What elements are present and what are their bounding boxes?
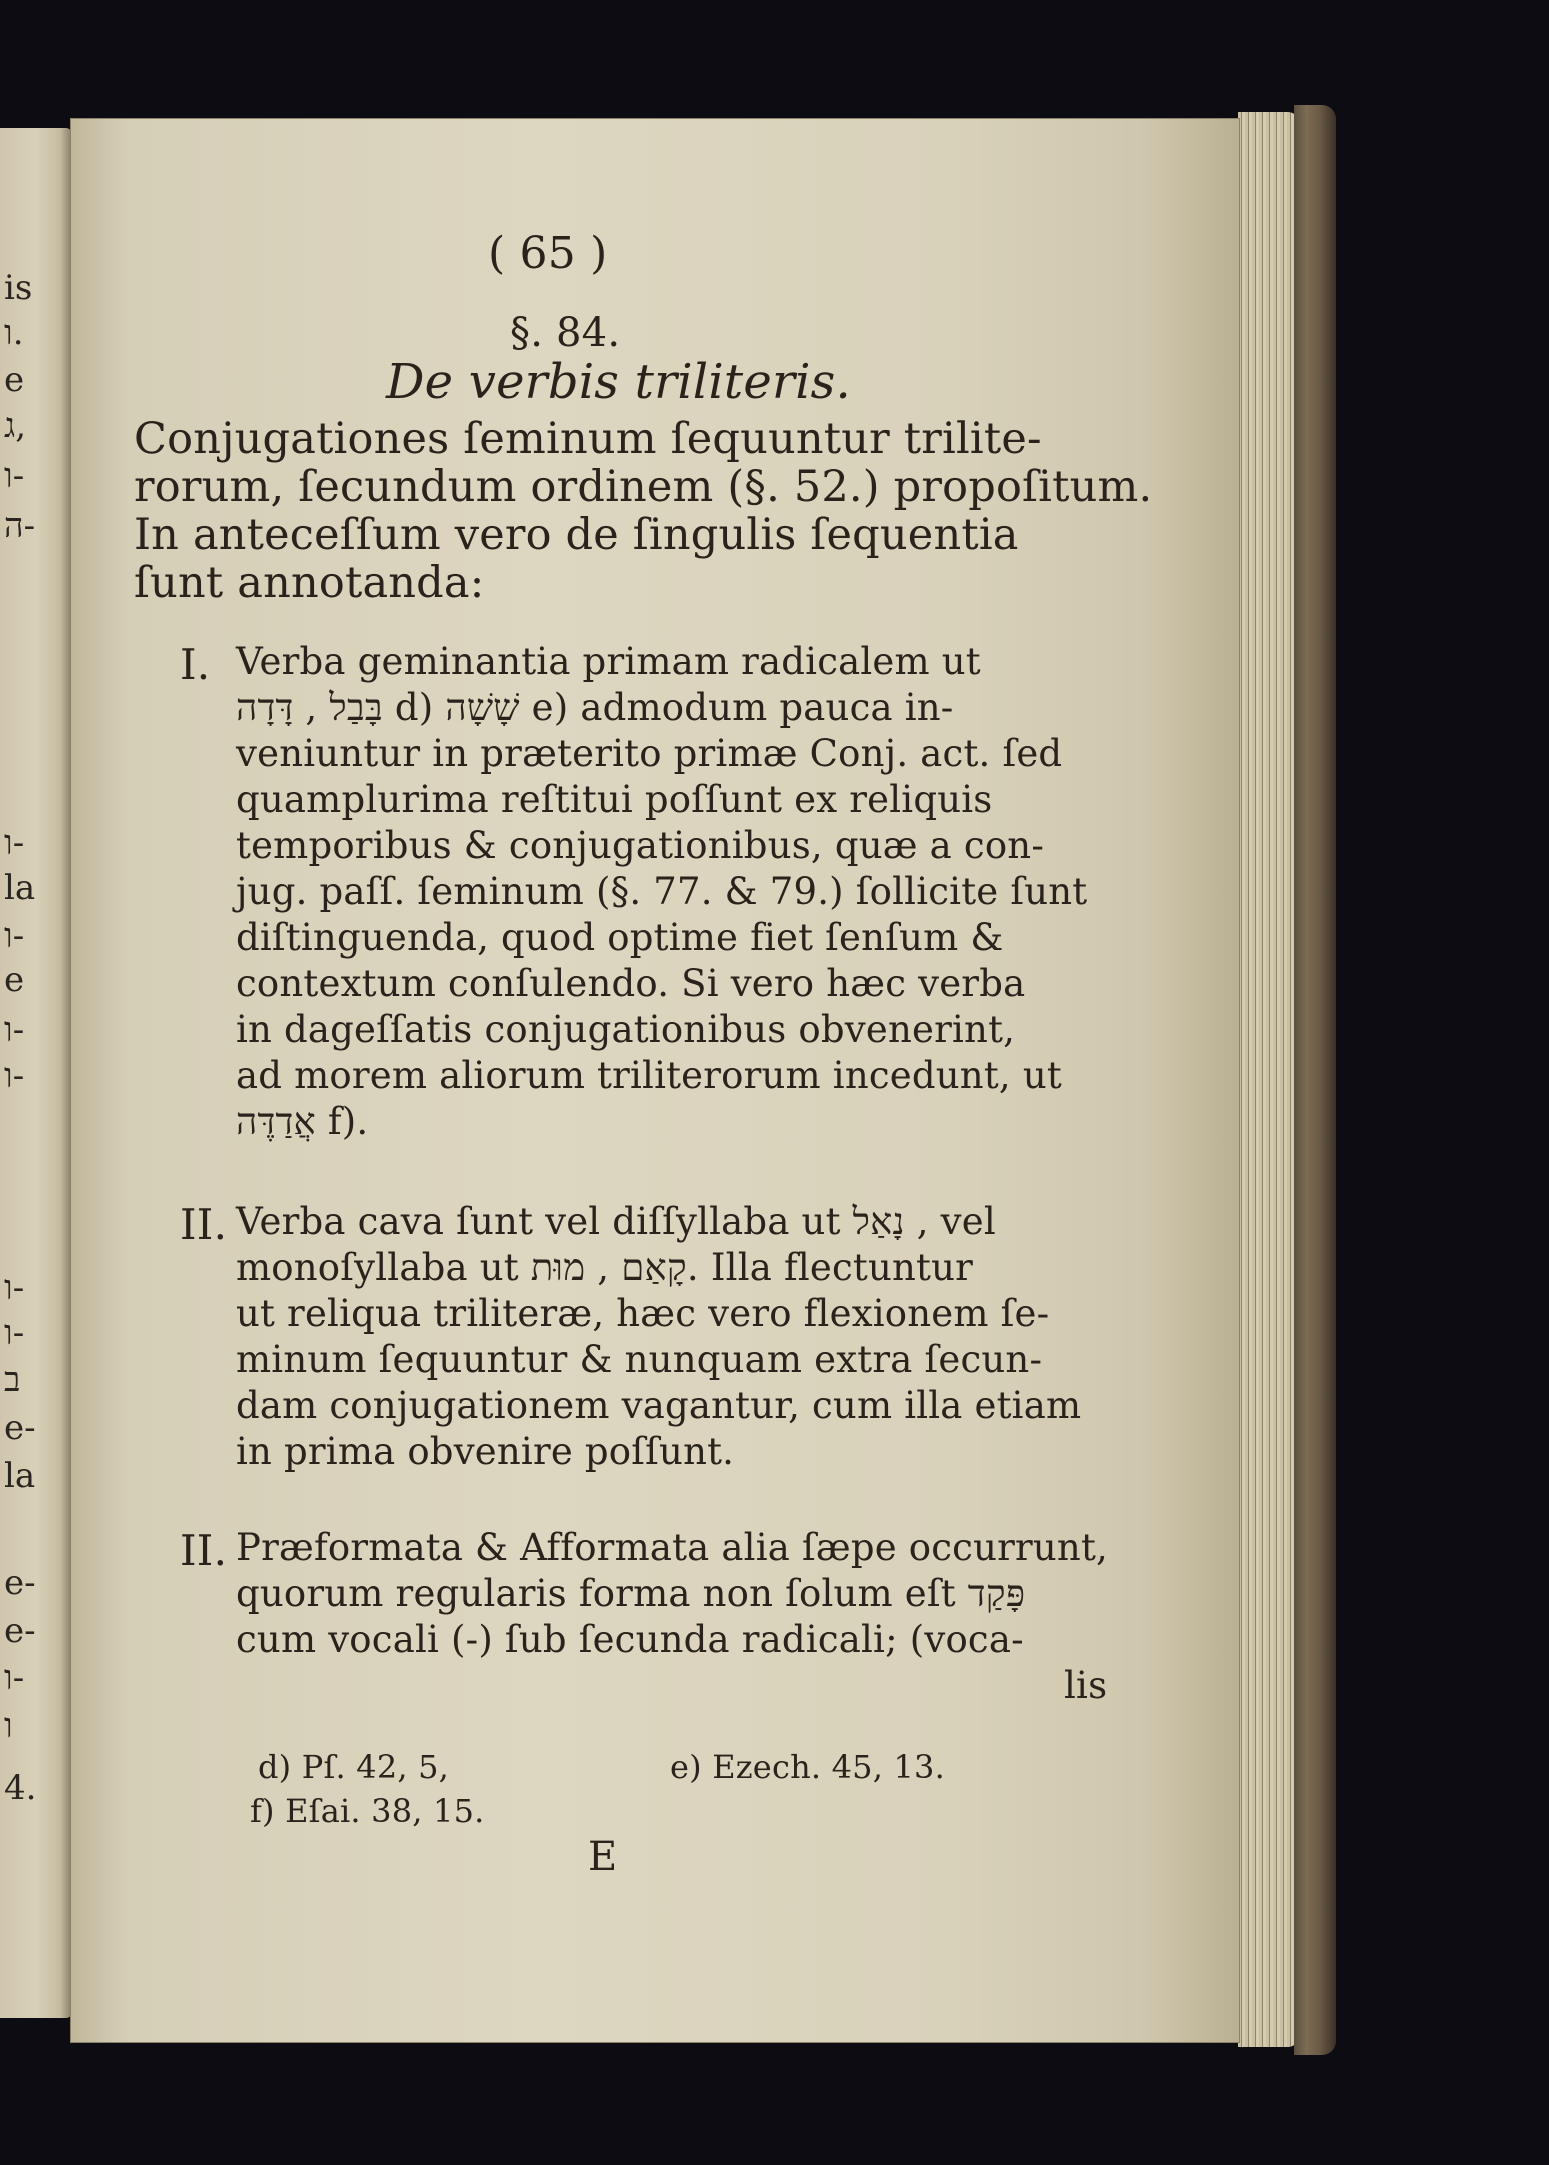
- left-fragment: 4.: [4, 1768, 37, 1808]
- left-fragment: is: [4, 268, 33, 308]
- left-fragment: e-: [4, 1611, 36, 1651]
- left-fragment: ו-: [4, 1313, 25, 1353]
- item-3-number: II.: [180, 1526, 228, 1575]
- item-line: contextum conſulendo. Si vero hæc verba: [236, 962, 1026, 1005]
- item-line: in dageſſatis conjugationibus obvenerint,: [236, 1008, 1016, 1051]
- item-line: jug. paſſ. ſeminum (§. 77. & 79.) ſollicite ſunt: [236, 870, 1088, 913]
- section-number: §. 84.: [510, 310, 621, 356]
- left-fragment: ו: [4, 1706, 13, 1746]
- left-fragment: ה-: [4, 506, 36, 546]
- left-fragment: ו-: [4, 456, 25, 496]
- item-line: Verba cava ſunt vel diſſyllaba ut נָאַל , vel: [236, 1200, 996, 1243]
- left-fragment: ו-: [4, 916, 25, 956]
- item-line: quorum regularis forma non ſolum eſt פָּקַד: [236, 1572, 1026, 1615]
- item-line: ad morem aliorum triliterorum incedunt, ut: [236, 1054, 1062, 1097]
- intro-line: In anteceſſum vero de ſingulis ſequentia: [134, 510, 1019, 560]
- page-block-edges: [1238, 112, 1298, 2047]
- item-2-number: II.: [180, 1200, 228, 1249]
- signature-mark: E: [588, 1834, 618, 1880]
- item-line: in prima obvenire poſſunt.: [236, 1430, 735, 1473]
- item-line: אֲדַדֶּה f).: [236, 1100, 369, 1143]
- left-fragment: ו-: [4, 1056, 25, 1096]
- intro-line: rorum, ſecundum ordinem (§. 52.) propoſitum.: [134, 462, 1153, 512]
- footnote-e: e) Ezech. 45, 13.: [670, 1748, 945, 1786]
- item-line: lis: [1064, 1664, 1108, 1707]
- item-line: Verba geminantia primam radicalem ut: [236, 640, 981, 683]
- page-number: ( 65 ): [488, 228, 608, 279]
- book-cover-edge: [1294, 105, 1336, 2055]
- item-line: quamplurima reſtitui poſſunt ex reliquis: [236, 778, 993, 821]
- left-fragment: la: [4, 1456, 36, 1496]
- item-line: dam conjugationem vagantur, cum illa etiam: [236, 1384, 1082, 1427]
- left-fragment: ו.: [4, 313, 24, 353]
- item-line: veniuntur in præterito primæ Conj. act. ſed: [236, 732, 1063, 775]
- left-fragment: e: [4, 360, 25, 400]
- item-line: monoſyllaba ut קָאַם , מוּת. Illa flectuntur: [236, 1246, 974, 1289]
- intro-line: Conjugationes ſeminum ſequuntur trilite-: [134, 414, 1042, 464]
- left-fragment: la: [4, 868, 36, 908]
- item-line: Præformata & Afformata alia ſæpe occurrunt,: [236, 1526, 1108, 1569]
- intro-line: ſunt annotanda:: [134, 558, 485, 608]
- left-fragment: ג,: [4, 406, 27, 446]
- left-fragment: e-: [4, 1408, 36, 1448]
- left-fragment: ו-: [4, 823, 25, 863]
- left-fragment: ו-: [4, 1658, 25, 1698]
- section-title: De verbis triliteris.: [386, 354, 851, 410]
- left-fragment: ו-: [4, 1268, 25, 1308]
- item-line: cum vocali (-) ſub ſecunda radicali; (voca-: [236, 1618, 1024, 1661]
- item-1-number: I.: [180, 640, 211, 689]
- right-page: [70, 118, 1240, 2043]
- left-fragment: ב: [4, 1360, 21, 1400]
- item-line: בָּבַל , דָּדָה d) שָׁשָׁה e) admodum pauca in-: [236, 686, 954, 729]
- left-fragment: e: [4, 960, 25, 1000]
- item-line: diſtinguenda, quod optime fiet ſenſum &: [236, 916, 1004, 959]
- item-line: ut reliqua triliteræ, hæc vero flexionem ſe-: [236, 1292, 1050, 1335]
- item-line: temporibus & conjugationibus, quæ a con-: [236, 824, 1045, 867]
- left-fragment: ו-: [4, 1010, 25, 1050]
- footnote-d: d) Pſ. 42, 5,: [258, 1748, 450, 1786]
- item-line: minum ſequuntur & nunquam extra ſecun-: [236, 1338, 1043, 1381]
- footnote-f: f) Eſai. 38, 15.: [250, 1792, 485, 1830]
- left-fragment: e-: [4, 1563, 36, 1603]
